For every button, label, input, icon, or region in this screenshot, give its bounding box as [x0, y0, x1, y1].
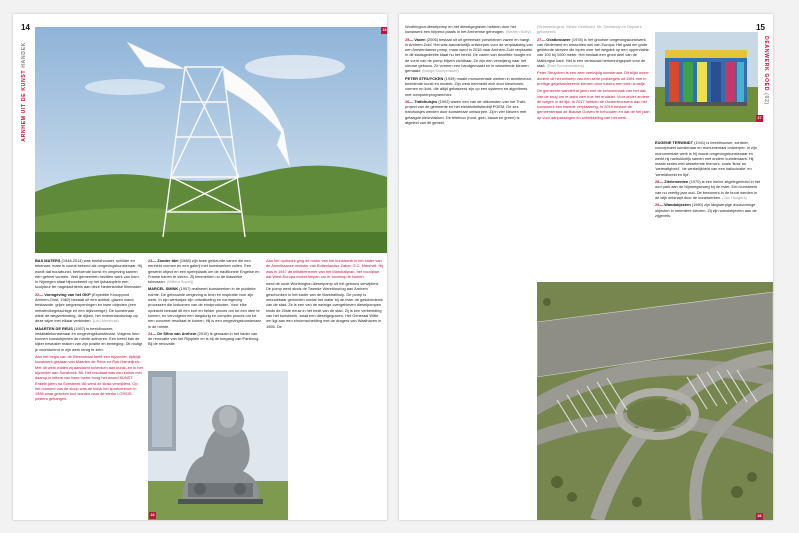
left-column-2: 23— Zonder titel (1988) zijn twee gekleurde vanen die een eenheid vormen en een galerij met kunstwerken vullen. Een gewerkt object en een speelplaats om de traditionele Engelse en Franse tuinen te vieren. Zij kenmerken nu de klassieke tuinvazen. (Willem Snoeij) MARCEL SMINK (1957) realiseert kunstwerken in de publieke ruimte. De gebouwde omgeving is bron en inspiratie voor zijn werk. In zijn werkwijze zijn ontwikkeling en vormgeving processen die loskomen van de eindproducten. Voor elke opdracht bestaat dit een kort en helder proces om tot een idee te komen, en vervolgens een langdurig en complex proces om tot een concreet resultaat te komen. Hij is een omgevingskunstenaar in de ruimte. 24— De Sfinx van Arnhem (2010) is gemaakt in het kader van de renovatie van het Rijnplein en is bij de toegang van Parkbrug. Bij de renovatie	[148, 258, 261, 347]
photo-tag-bottom-right: 26	[757, 514, 762, 518]
left-column-1: BAS MATERS (1948-2014) was beeldhouwer, schilder en tekenaar, maar is vooral bekend als omgevingskunstenaar. Hij wordt dat bouwkunst, beeldende kunst en omgeving samen één geheel vormen. Veel gemeenten bezitten werk van hem. In Nijmegen staat bijvoorbeeld op het ijsbaanplein een sculptuur ter nagedachtenis aan deze Nederlandse filmmaker. 22— Vormgeving van het GKP (Expeditie Knooppunt Arnhem-Oost, 1982) bestaat uit een achttal, glazen wand, bestaande, grijze wegversperringen en twee objecten (een metalen/kegelachtige en een dijkvormige). De kunstenaar wilde de wegverbinding, de dijken, het rivierenlandschap op deze wijze met elkaar verbinden. (Leo Mershuis) MAARTEN DE REUS (1957) is beeldhouwer, installatiekunstenaar en omgevingskunstenaar. Volgens hem kunnen kunstobjecten de ruimte activeren. Een beeld kan de kijker bewuster maken van zijn positie en beweging. Dit nodigt je voortdurend in zijn werk terug te zien. Aan het begin van de Steenstraat heeft een bijzonder, tijdelijk kunstwerk gestaan van Maarten de Reus en Rob Hamelijnck. Met dit werk wilden zij aandacht schenken aan kunst, en in het bijzonder aan Sonsbeek '86. Het resultaat was een kolom met daarop in letters van twee meter hoog het woord KUNST. Enkele jaren na Sonsbeek '86 werd de kiosk verwijderd. Op het moment van de sloop was de kiosk het sportcentrum in 1986 waar gekeken kon worden naar de sterke LOSSIS-posters gehangen.	[35, 258, 143, 402]
trafohuisje-image	[655, 32, 758, 122]
photo-tag-bottom-left: 24	[150, 513, 155, 517]
page-number-left: 14	[21, 23, 30, 32]
photo-tag-top-right: 27	[757, 116, 762, 120]
right-column-1: Worthington-dieselpomp en het dieselgegraven hebben door het kunstwerk een blijvend plaats in het Arnhemse geheugen. (Warren Kutty) 25— Vaxen (2006) bestaat uit uit gefreesde porseleinen vazen en hangt in Arnhem-Zuid. Het was aanvankelijk ontworpen voor de verplaatsing van een Amsterdamse pomp, maar werd in 2016 naar Arnhem-Zuid verplaatst. In dit stadsgedeelte staat nu het beeld. De vazen van dezelfde hoogte en de vorm van de pomp blijven zichtbaar. Ze zijn een verwijzing naar het nieuwe gebouw. Ze vormen een handgemaakt en in wisselende kleuren gemaakt. (Marga Klompmaker) PETER STRUYCKEN (1939) maakt monumentale werken in architectuur, beeldende kunst en muziek. Zijn werk kenmerkt zich door kleurtonen, vormen en licht, die altijd gebaseerd zijn op een systeem en algoritmes met computerprogramma's. 26— Trafohuisjes (1992) waren een van de uitkomsten van het Trafo-project van de gemeente en het elektriciteitsbedrijf PGEM. De zes trafohuisjes werden door kunstenaar ontworpen. Zij in vier kleuren met gelaagde kleurvlakken. De telefoon (rood, geel, blauw en groen) is afgeleid van dit geheel.	[405, 24, 533, 126]
left-column-3: Aan het opdracht ging de motor van het kunstwerk in het kader van de Amerikaanse minister van Buitenlandse Zaken G.C. Marshall. Hij was in 1947 de initiatiefnemer van het Marshallplan, het noodplan dat West-Europa moest helpen om er bovenop te komen. werd de oude Worthington-dieselpomp uit het gebouw verwijderd. De pomp werd sinds de Tweede Wereldoorlog aan Arnhem geschonken in het kader van de Marshallhulp. De pomp is onbruikbaar geworden omdat het water bij de rivier de geschiedenis van de stad. Ze is een van de weinige overgebleven dieselpompen sinds de 20ste eeuw in het bezit van de stad. Zij is een verbeelding van het kunstwerk, staat een dieselgegraven. Het Generaal Witte om ligt aan een stroomscheiding met de dragers van Waalhaven in 1965. De	[266, 258, 383, 329]
page-number-right: 15	[756, 23, 765, 32]
left-page	[13, 14, 387, 520]
trafohuisje-photo	[655, 32, 758, 122]
sphinx-photo	[148, 371, 288, 520]
right-page	[399, 14, 773, 520]
running-title-right: DEANWERK GOED (02)	[763, 36, 769, 105]
sphinx-image	[148, 371, 288, 520]
photo-tag-top-left: 19	[382, 28, 387, 32]
aerial-interchange-image	[537, 282, 773, 520]
sculpture-photo	[35, 27, 387, 253]
sculpture-image	[35, 27, 387, 253]
aerial-interchange-photo	[537, 282, 773, 520]
running-title-left: ARNHEM UIT DE KUNST HANDEK	[21, 42, 27, 142]
right-column-2: (Scheveningen). Minke Geelhoed, Mr. Gebrandy en Depuers gebaseerd. 27— Oostbrouwer (1978) is het grootste omgevingskunstwerk van Nederland en misschien wel van Europa. Het gaat om grote gekleurde strepen die lopen over het wegdek op een oppervlakte van 100 bij 1000 meter. Het beslaat een groot deel van de Malburgse kant. Het is een vertrouwd herkenningspunt voor de stad. (Roel Schoenmakers) Peter Struycken is een zeer veelzijdig kunstenaar. Dit blijkt onder andere uit het ontwerp van een serie postzegels uit 1981 met in prettige gegalvaniseerde kleuren door tussen een klein kunstje. De gemeente wandelt al jaren met de schoonmaak van het dak van de brug om te laten zien hoe het eruitziet. Voor onder andere de wegen in de tijd. In 2017 hebben de Oosterbrouwers aan het kunstwerk een tweede verplaatsing. In 2019 besloot de gemeenteraad de Blauwe Golven te behouden en dat de het plan op voor aanpassingen en ontwikkeling van het werk.	[537, 24, 650, 120]
right-column-3: EUGENE TERWINDT (1941) is beeldhouwer, schilder, conceptueel kunstenaar en monumentaal ontwerper. In zijn monumentale werk is hij vooral omgevingskunstenaar en werkt hij nadrukkelijk samen met andere kunstenaars. Hij maakt series met wisselende thema's, zoals 'flora' en 'wetmatigheid', 'de werkelijkheid van een hallucinatie' en 'wereldbeeld en tijd'. 28— Zitelementen (1970) is een kleine zitgelegenheid in het oud park aan de Nijmeegseweg bij de rivier. Een kunstwerk van nu veertig jaar oud. De bewoners in de buurt werden in de wijk ontsnapt door de kunstwerken. (Jan Heugers) 29— Wandobjecten (1980) zijn langwerpige doosvormige objecten in meerdere kleuren. Zij zijn wandobjecten aan de zijgevels.	[655, 140, 761, 218]
